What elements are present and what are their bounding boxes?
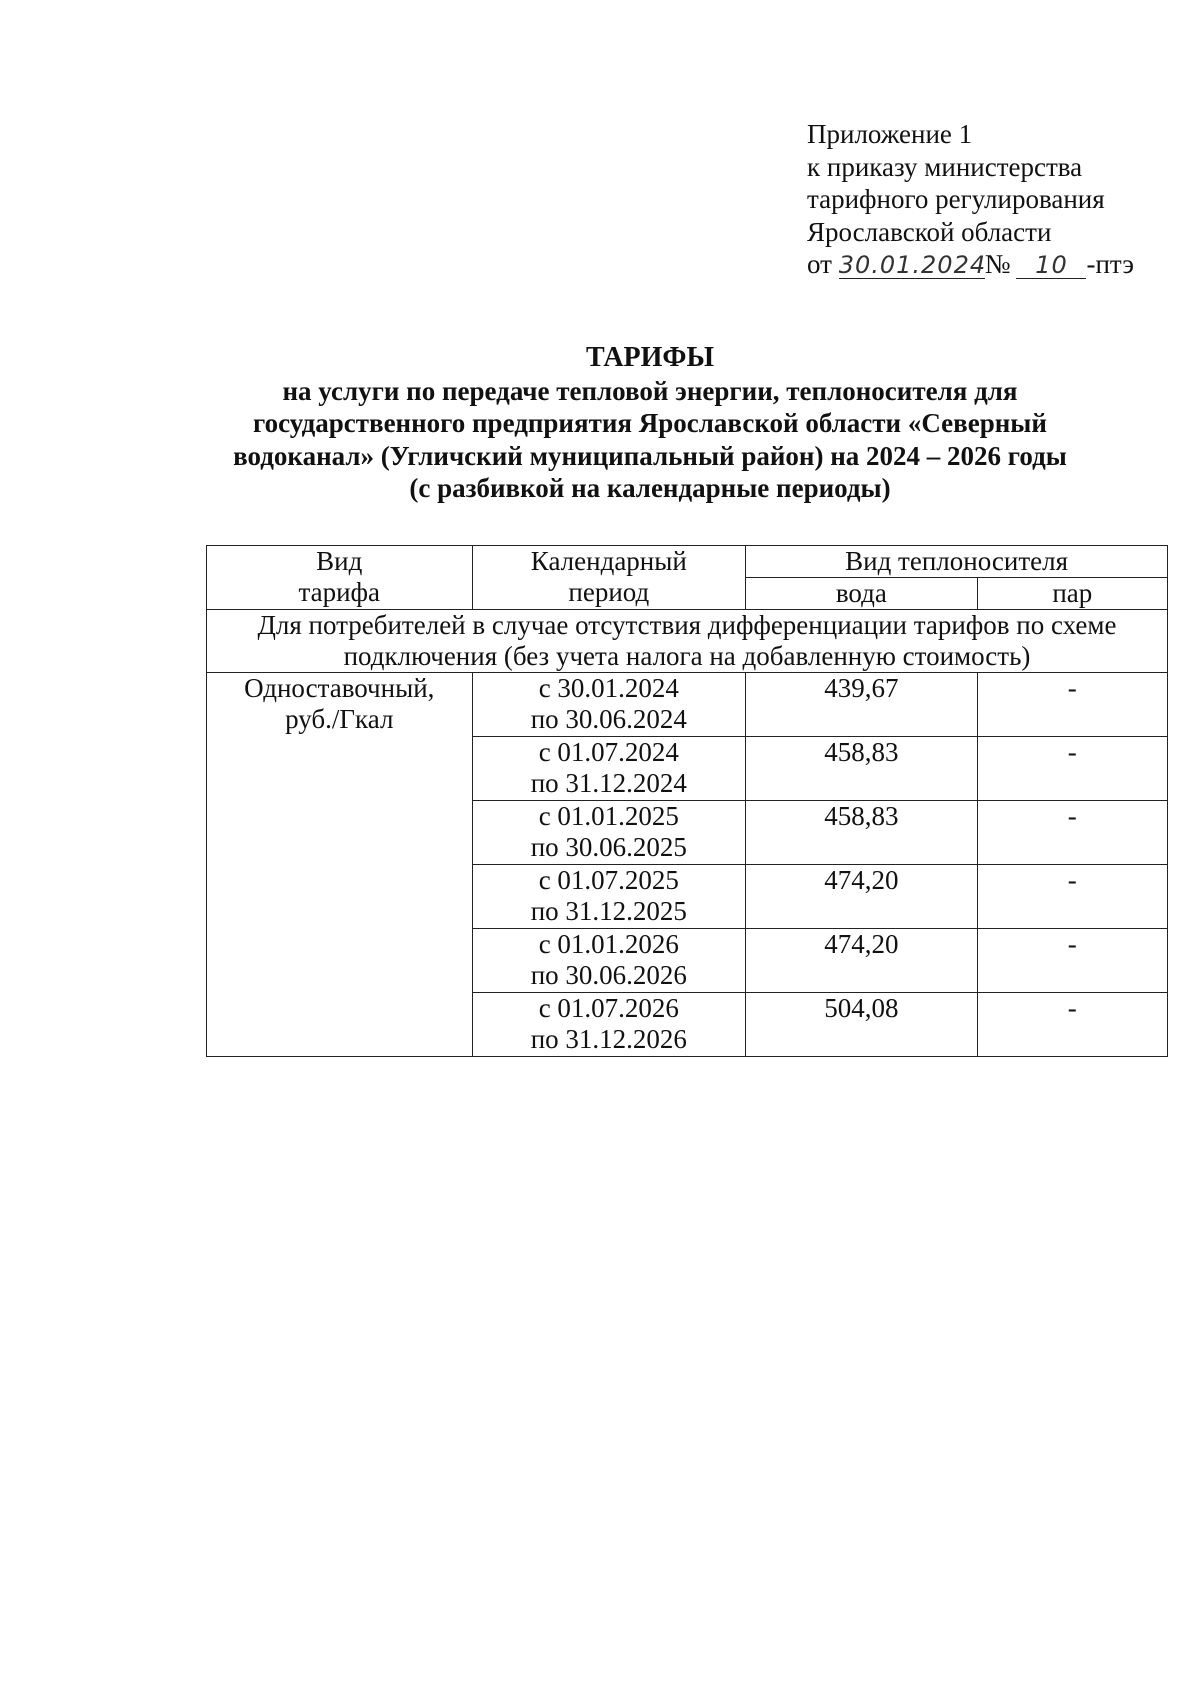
appendix-line: тарифного регулирования xyxy=(807,184,1105,214)
header-tariff-type: Вид тарифа xyxy=(207,546,473,610)
period-cell: с 01.07.2024 по 31.12.2024 xyxy=(472,737,746,801)
header-water: вода xyxy=(746,578,977,610)
handwritten-number: 10 xyxy=(1016,252,1086,279)
handwritten-date: 30.01.2024 xyxy=(838,251,987,279)
water-value: 504,08 xyxy=(746,993,977,1057)
note-cell: Для потребителей в случае отсутствия дифференциации тарифов по схеме подключения (без учета налога на добавленную стоимость) xyxy=(207,610,1168,673)
steam-value: - xyxy=(977,737,1167,801)
heading-line: (с разбивкой на календарные периоды) xyxy=(409,473,891,503)
document-title: ТАРИФЫ xyxy=(586,342,714,373)
date-prefix: от xyxy=(807,249,832,279)
steam-value: - xyxy=(977,801,1167,865)
steam-value: - xyxy=(977,993,1167,1057)
header-carrier: Вид теплоносителя xyxy=(746,546,1168,578)
heading-line: водоканал» (Угличский муниципальный район) на 2024 – 2026 годы xyxy=(233,440,1067,471)
note-row xyxy=(207,610,1168,673)
heading-line: на услуги по передаче тепловой энергии, теплоносителя для xyxy=(282,375,1018,406)
water-value: 474,20 xyxy=(746,929,977,993)
tariff-table xyxy=(206,545,1168,1057)
header-period: Календарный период xyxy=(472,546,746,610)
appendix-block xyxy=(807,118,1134,281)
water-value: 458,83 xyxy=(746,737,977,801)
period-cell: с 30.01.2024 по 30.06.2024 xyxy=(472,673,746,737)
tariff-name-cell: Одноставочный, руб./Гкал xyxy=(207,673,473,1057)
water-value: 458,83 xyxy=(746,801,977,865)
water-value: 439,67 xyxy=(746,673,977,737)
number-suffix: -птэ xyxy=(1086,249,1134,279)
steam-value: - xyxy=(977,865,1167,929)
heading-line: государственного предприятия Ярославской области «Северный xyxy=(253,408,1047,438)
period-cell: с 01.01.2026 по 30.06.2026 xyxy=(472,929,746,993)
steam-value: - xyxy=(977,929,1167,993)
appendix-line: Ярославской области xyxy=(807,216,1052,247)
document-heading xyxy=(180,342,1120,505)
period-cell: с 01.07.2026 по 31.12.2026 xyxy=(472,993,746,1057)
number-sign: № xyxy=(984,249,1011,279)
table-row xyxy=(207,673,1168,737)
period-cell: с 01.01.2025 по 30.06.2025 xyxy=(472,801,746,865)
appendix-line: Приложение 1 xyxy=(807,119,973,149)
water-value: 474,20 xyxy=(746,865,977,929)
header-steam: пар xyxy=(977,578,1167,610)
steam-value: - xyxy=(977,673,1167,737)
appendix-line: к приказу министерства xyxy=(807,151,1083,182)
period-cell: с 01.07.2025 по 31.12.2025 xyxy=(472,865,746,929)
appendix-date-line xyxy=(807,248,1134,281)
header-row xyxy=(207,546,1168,578)
